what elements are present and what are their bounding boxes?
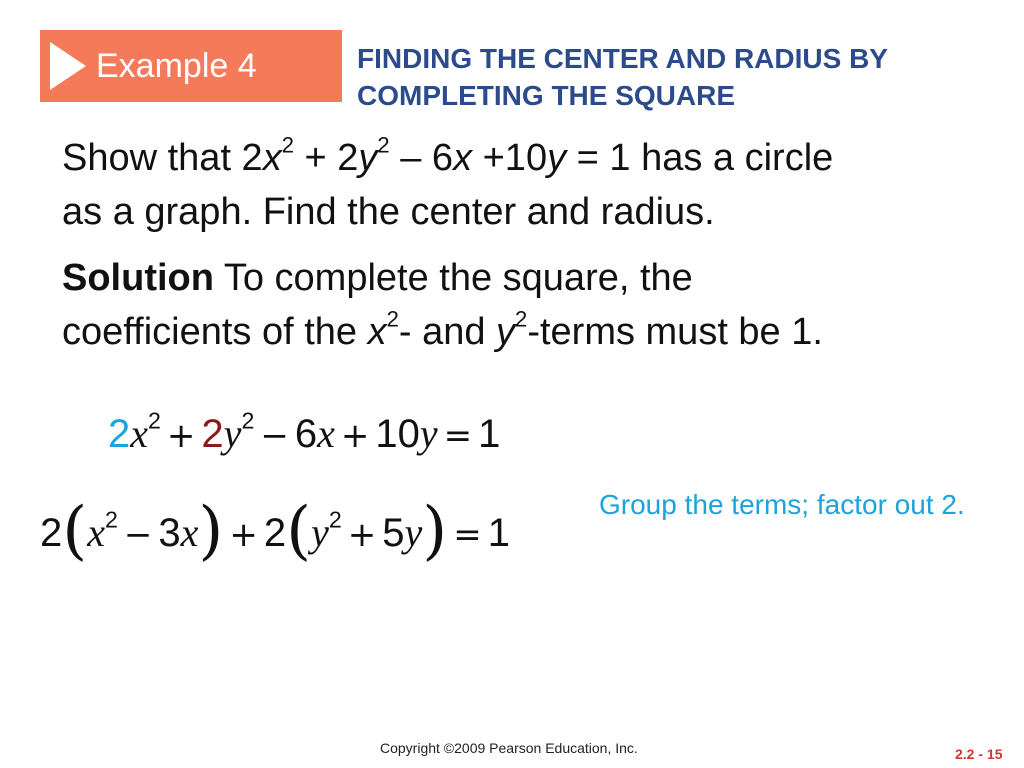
exponent: 2	[515, 306, 528, 332]
equation-original	[108, 407, 501, 457]
operator: +	[166, 416, 196, 456]
solution-line-1	[62, 251, 823, 305]
operator: =	[453, 515, 482, 555]
solution-label: Solution	[62, 257, 214, 299]
paren: )	[422, 494, 448, 568]
var-y: y	[496, 311, 516, 353]
operator: +	[347, 515, 377, 555]
paren: (	[286, 494, 312, 568]
solution-text: To complete the square, the	[213, 257, 693, 299]
slide-heading	[357, 40, 1017, 114]
solution-text: -terms must be 1.	[527, 311, 823, 353]
step-note: Group the terms; factor out 2.	[599, 489, 965, 520]
page-number: 2.2 - 15	[955, 746, 1003, 762]
coefficient: 10	[375, 412, 420, 456]
solution-paragraph	[62, 251, 823, 359]
constant: 1	[478, 412, 501, 456]
solution-text: - and	[398, 311, 497, 353]
exponent: 2	[386, 306, 399, 332]
var-x: x	[453, 137, 473, 179]
operator: +	[340, 416, 370, 456]
example-label: Example 4	[96, 47, 257, 85]
paren: )	[198, 494, 224, 568]
operator: −	[260, 416, 289, 456]
heading-line-2: COMPLETING THE SQUARE	[357, 80, 736, 111]
var-x: x	[180, 510, 199, 555]
var-y: y	[223, 411, 242, 456]
example-badge	[40, 30, 342, 102]
problem-text: Show that 2	[62, 137, 263, 179]
equation-grouped	[40, 494, 510, 568]
operator: =	[443, 416, 473, 456]
coefficient: 5	[382, 511, 405, 555]
exponent: 2	[328, 506, 342, 533]
problem-text: +10	[472, 137, 548, 179]
var-y: y	[419, 411, 438, 456]
var-y: y	[358, 137, 378, 179]
problem-line-2: as a graph. Find the center and radius.	[62, 191, 715, 233]
paren: (	[62, 494, 88, 568]
heading-line-1: FINDING THE CENTER AND RADIUS BY	[357, 43, 888, 74]
var-x: x	[317, 411, 335, 456]
exponent: 2	[281, 132, 294, 158]
constant: 1	[487, 511, 510, 555]
operator: +	[229, 515, 258, 555]
coefficient: 3	[158, 511, 181, 555]
coefficient-y: 2	[201, 412, 224, 456]
problem-text: + 2	[293, 137, 359, 179]
exponent: 2	[241, 407, 255, 434]
var-y: y	[547, 137, 567, 179]
coefficient-x: 2	[108, 412, 131, 456]
problem-text: – 6	[389, 137, 454, 179]
factor: 2	[263, 511, 287, 555]
factor: 2	[40, 511, 63, 555]
var-y: y	[311, 510, 329, 555]
var-x: x	[367, 311, 387, 353]
solution-line-2	[62, 305, 823, 359]
var-x: x	[130, 411, 149, 456]
var-x: x	[87, 510, 105, 555]
problem-statement	[62, 131, 833, 239]
play-arrow-icon	[50, 42, 86, 90]
operator: −	[123, 515, 153, 555]
exponent: 2	[104, 506, 118, 533]
var-y: y	[404, 510, 423, 555]
problem-text: = 1 has a circle	[566, 137, 834, 179]
exponent: 2	[148, 407, 161, 434]
var-x: x	[262, 137, 282, 179]
exponent: 2	[377, 132, 390, 158]
copyright-notice: Copyright ©2009 Pearson Education, Inc.	[380, 740, 638, 756]
problem-line-1	[62, 131, 833, 185]
coefficient: 6	[294, 412, 318, 456]
solution-text: coefficients of the	[62, 311, 368, 353]
